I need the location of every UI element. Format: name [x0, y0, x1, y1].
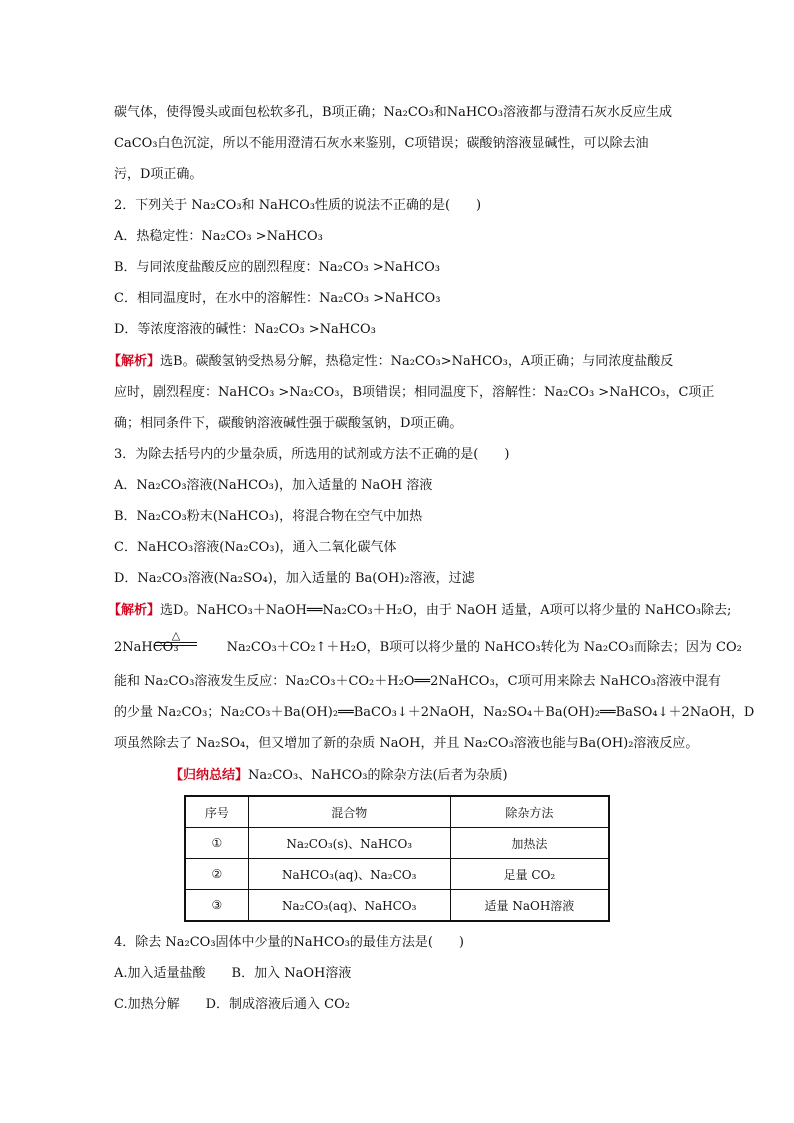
table-cell: Na₂CO₃(s)、NaHCO₃ [248, 828, 450, 859]
option-b: B．与同浓度盐酸反应的剧烈程度：Na₂CO₃ >NaHCO₃ [114, 260, 441, 275]
table-cell: 适量 NaOH溶液 [450, 890, 609, 922]
text-line: 项虽然除去了 Na₂SO₄，但又增加了新的杂质 NaOH，并且 Na₂CO₃溶液也能与Ba(OH)₂溶液反应。 [114, 736, 699, 751]
text-line: 污，D项正确。 [114, 167, 203, 182]
text-line: 碳气体，使得馒头或面包松软多孔，B项正确；Na₂CO₃和NaHCO₃溶液都与澄清石灰水反应生成 [114, 105, 672, 120]
table-cell: ③ [185, 890, 248, 922]
summary-tag: 【归纳总结】 [170, 768, 249, 783]
table-header-row [185, 796, 609, 828]
option-b: B．Na₂CO₃粉末(NaHCO₃)，将混合物在空气中加热 [114, 509, 423, 524]
options-ab: A.加入适量盐酸 B．加入 NaOH溶液 [114, 966, 352, 981]
option-a: A．Na₂CO₃溶液(NaHCO₃)，加入适量的 NaOH 溶液 [114, 478, 433, 493]
analysis-line: 【解析】选D。NaHCO₃＋NaOH══Na₂CO₃＋H₂O，由于 NaOH 适量，A项可以将少量的 NaHCO₃除去; [108, 603, 732, 618]
question-2: 2．下列关于 Na₂CO₃和 NaHCO₃性质的说法不正确的是( ) [114, 198, 482, 213]
option-d: D．Na₂CO₃溶液(Na₂SO₄)，加入适量的 Ba(OH)₂溶液，过滤 [114, 571, 475, 586]
text-line: 能和 Na₂CO₃溶液发生反应：Na₂CO₃＋CO₂＋H₂O══2NaHCO₃，C项可用来除去 NaHCO₃溶液中混有 [114, 674, 722, 689]
analysis-tag: 【解析】 [108, 603, 161, 618]
text-line: 确；相同条件下，碳酸钠溶液碱性强于碳酸氢钠，D项正确。 [114, 416, 463, 431]
summary-table [184, 795, 610, 922]
column-header: 混合物 [248, 796, 450, 828]
column-header: 除杂方法 [450, 796, 609, 828]
heat-condition-symbol: △ [155, 630, 197, 646]
table-row [185, 890, 609, 922]
table-cell: ① [185, 828, 248, 859]
question-3: 3．为除去括号内的少量杂质，所选用的试剂或方法不正确的是( ) [114, 447, 510, 462]
table-row [185, 859, 609, 890]
table-cell: 足量 CO₂ [450, 859, 609, 890]
text-line: 应时，剧烈程度：NaHCO₃ >Na₂CO₃，B项错误；相同温度下，溶解性：Na₂CO₃ >NaHCO₃，C项正 [114, 385, 715, 400]
table-row [185, 828, 609, 859]
text-line: 的少量 Na₂CO₃；Na₂CO₃＋Ba(OH)₂══BaCO₃↓＋2NaOH，Na₂SO₄＋Ba(OH)₂══BaSO₄↓＋2NaOH，D [114, 705, 755, 720]
table-cell: ② [185, 859, 248, 890]
analysis-tag: 【解析】 [108, 354, 161, 369]
option-c: C．相同温度时，在水中的溶解性：Na₂CO₃ >NaHCO₃ [114, 291, 441, 306]
options-cd: C.加热分解 D．制成溶液后通入 CO₂ [114, 997, 350, 1012]
option-c: C．NaHCO₃溶液(Na₂CO₃)，通入二氧化碳气体 [114, 540, 397, 555]
summary-heading: 【归纳总结】Na₂CO₃、NaHCO₃的除杂方法(后者为杂质) [170, 768, 508, 783]
table-cell: 加热法 [450, 828, 609, 859]
text-line: CaCO₃白色沉淀，所以不能用澄清石灰水来鉴别，C项错误；碳酸钠溶液显碱性，可以除去油 [114, 136, 649, 151]
table-cell: NaHCO₃(aq)、Na₂CO₃ [248, 859, 450, 890]
table-cell: Na₂CO₃(aq)、NaHCO₃ [248, 890, 450, 922]
column-header: 序号 [185, 796, 248, 828]
analysis-line: 【解析】选B。碳酸氢钠受热易分解，热稳定性：Na₂CO₃>NaHCO₃，A项正确；与同浓度盐酸反 [108, 354, 674, 369]
option-a: A．热稳定性：Na₂CO₃ >NaHCO₃ [114, 229, 323, 244]
option-d: D．等浓度溶液的碱性：Na₂CO₃ >NaHCO₃ [114, 322, 376, 337]
question-4: 4．除去 Na₂CO₃固体中少量的NaHCO₃的最佳方法是( ) [114, 935, 464, 950]
equation-line: 2NaHCO₃ Na₂CO₃＋CO₂↑＋H₂O，B项可以将少量的 NaHCO₃转化为 Na₂CO₃而除去；因为 CO₂ [114, 640, 742, 655]
equals-bars [155, 642, 197, 646]
